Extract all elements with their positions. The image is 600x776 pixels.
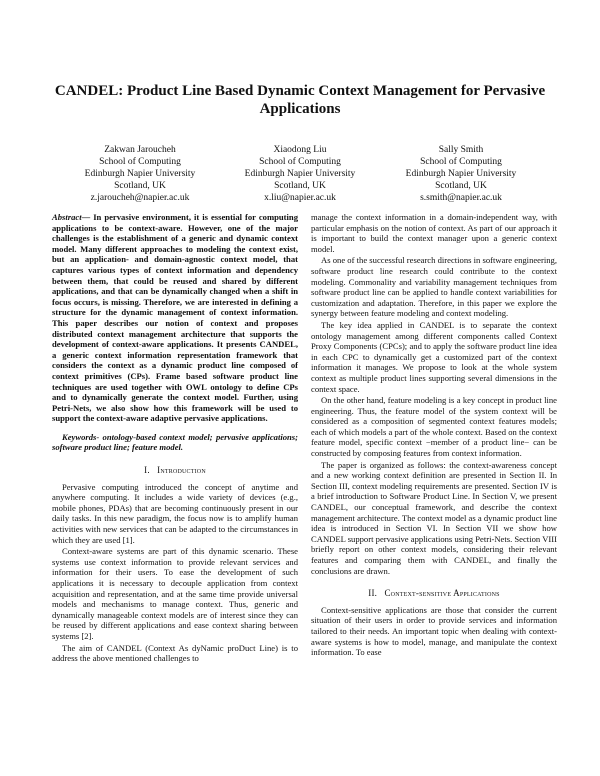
paragraph: The paper is organized as follows: the context-awareness concept and a new working context definition are presented in Section II. In Section III, context modeling requirements are presented. Section IV is a brief introduction to Software Product Line. In Section V, we present CANDEL, our conceptual framework, and describe the context management architecture. The context model as a dynamic product line idea is introduced in Section VI. In Section VII we show how CANDEL support pervasive applications using Petri-Nets. Section VIII briefly report on other context models, considering their relevant features and comparing them with CANDEL, and finally the conclusions are drawn. bbox=[311, 459, 557, 576]
author-location: Scotland, UK bbox=[114, 181, 166, 191]
paragraph: As one of the successful research directions in software engineering, software product line research could contribute to the context modeling. Commonality and variability management techniques from software product line can be applied to handle context variabilities for customization and adaptation. Therefore, in this paper we explore the synergy between feature modeling and context modeling. bbox=[311, 255, 557, 319]
author-block-1 bbox=[55, 144, 225, 204]
author-location: Scotland, UK bbox=[274, 181, 326, 191]
section-number: I. bbox=[144, 465, 150, 476]
abstract bbox=[52, 212, 298, 424]
author-name: Xiaodong Liu bbox=[273, 145, 327, 155]
author-email: z.jaroucheh@napier.ac.uk bbox=[90, 193, 190, 203]
paper-title: CANDEL: Product Line Based Dynamic Context Management for Pervasive Applications bbox=[54, 83, 546, 117]
author-dept: School of Computing bbox=[420, 157, 502, 167]
author-name: Sally Smith bbox=[438, 145, 484, 155]
author-dept: School of Computing bbox=[99, 157, 181, 167]
paragraph: The aim of CANDEL (Context As dyNamic proDuct Line) is to address the above mentioned challenges to bbox=[52, 642, 298, 664]
left-column bbox=[52, 212, 298, 665]
section-number: II. bbox=[368, 588, 378, 599]
author-dept: School of Computing bbox=[259, 157, 341, 167]
author-univ: Edinburgh Napier University bbox=[84, 169, 196, 179]
paragraph: Context-sensitive applications are those that consider the current situation of their users in order to provide services and information tailored to their needs. An important topic when dealing with context-aware systems is how to model, manage, and manipulate the context information. To ease bbox=[311, 604, 557, 658]
abstract-label: Abstract— bbox=[52, 212, 91, 222]
author-email: s.smith@napier.ac.uk bbox=[420, 193, 502, 203]
author-location: Scotland, UK bbox=[435, 181, 487, 191]
section-heading-1 bbox=[52, 465, 298, 476]
section-title: Introduction bbox=[157, 465, 206, 476]
author-block-3 bbox=[376, 144, 546, 204]
paragraph: manage the context information in a domain-independent way, with particular emphasis on the notion of context. As part of our approach it is important to build the context manager upon a generic context model. bbox=[311, 212, 557, 254]
paragraph: Pervasive computing introduced the concept of anytime and anywhere computing. It includes a wide variety of devices (e.g., mobile phones, PDAs) that are becoming continuously present in our daily tasks. In this new paradigm, the focus now is to amplify human activities with new services that can be adapted to the circumstances in which they are used [1]. bbox=[52, 481, 298, 545]
author-email: x.liu@napier.ac.uk bbox=[264, 193, 336, 203]
author-univ: Edinburgh Napier University bbox=[405, 169, 517, 179]
author-name: Zakwan Jaroucheh bbox=[104, 145, 176, 155]
abstract-text: In pervasive environment, it is essential for computing applications to be context-aware. However, one of the major challenges is the establishment of a generic and dynamic context model. Many different approaches to modeling the context exist, but an application- and domain-agnostic context model, that captures various types of context information and dependency between them, that could be reused and shared by different applications, and that can be dynamically changed when a shift in focus occurs, is missing. Therefore, we are interested in defining a structure for the dynamic management of context information. This paper describes our notion of context and proposes distributed context management architecture that supports the development of context-aware applications. It presents CANDEL, a generic context information representation framework that considers the context as a dynamic product line composed of context primitives (CPs). Frame based software product line techniques are used together with OWL ontology to define CPs and to dynamically generate the context model. Further, using Petri-Nets, we also show how this framework will be used to support the context-aware adaptive pervasive applications. bbox=[52, 212, 298, 424]
section-heading-2 bbox=[311, 588, 557, 599]
author-univ: Edinburgh Napier University bbox=[244, 169, 356, 179]
paragraph: On the other hand, feature modeling is a key concept in product line engineering. Thus, the feature model of the system context will be considered as a composition of segmented context features models; each of which models a part of the whole context. Based on the context feature model, specific context −member of a product line− can be constructed by composing features from context information. bbox=[311, 395, 557, 459]
keywords: Keywords- ontology-based context model; pervasive applications; software product line; feature model. bbox=[52, 431, 298, 453]
paragraph: Context-aware systems are part of this dynamic scenario. These systems use context information to provide relevant services and information for their users. To ease the development of such applications it is necessary to decouple application from context acquisition and representation, and at the same time provide universal models and mechanisms to manage context. Thus, generic and dynamically manageable context models are of interest since they can be reused by different applications and ease context sharing between systems [2]. bbox=[52, 546, 298, 641]
section-title: Context-sensitive Applications bbox=[384, 588, 500, 599]
paragraph: The key idea applied in CANDEL is to separate the context ontology management among different components called Context Proxy Components (CPCs); and to apply the software product line idea in each CPC to dynamically get a customized part of the context information it manages. We propose to look at the whole system context as multiple product lines supporting several dimensions in the context space. bbox=[311, 319, 557, 394]
author-block-2 bbox=[215, 144, 385, 204]
right-column bbox=[311, 212, 557, 659]
